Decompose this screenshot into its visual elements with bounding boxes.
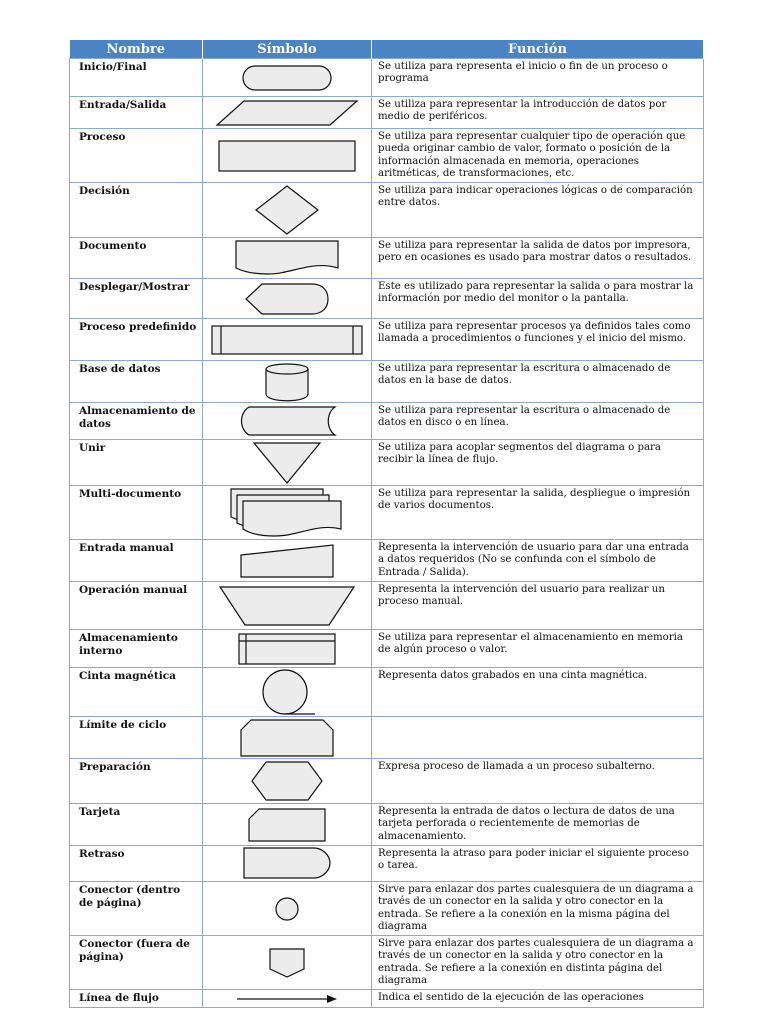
- row-funcion: Expresa proceso de llamada a un proceso subalterno.: [372, 759, 704, 804]
- manual-operation-icon: [217, 584, 357, 628]
- row-funcion: Se utiliza para indicar operaciones lógicas o de comparación entre datos.: [372, 183, 704, 238]
- stored-data-icon: [235, 405, 339, 437]
- row-simbolo: [203, 668, 372, 717]
- row-funcion: Se utiliza para representar la salida de datos por impresora, pero en ocasiones es usado para mostrar datos o resultados.: [372, 238, 704, 279]
- row-simbolo: [203, 540, 372, 582]
- row-nombre: Decisión: [70, 183, 203, 238]
- diamond-icon: [252, 184, 322, 236]
- parallelogram-icon: [212, 99, 362, 127]
- table-row: [70, 881, 704, 935]
- table-row: [70, 845, 704, 881]
- row-nombre: Inicio/Final: [70, 59, 203, 97]
- row-funcion: Se utiliza para acoplar segmentos del diagrama o para recibir la línea de flujo.: [372, 440, 704, 486]
- row-funcion: Se utiliza para representa el inicio o fin de un proceso o programa: [372, 59, 704, 97]
- off-page-connector-icon: [268, 947, 306, 979]
- row-simbolo: [203, 759, 372, 804]
- row-nombre: Multi-documento: [70, 486, 203, 540]
- magnetic-tape-icon: [255, 668, 319, 716]
- predefined-process-icon: [210, 324, 364, 356]
- row-simbolo: [203, 845, 372, 881]
- row-nombre: Conector (fuera de página): [70, 936, 203, 990]
- row-nombre: Base de datos: [70, 361, 203, 403]
- row-nombre: Documento: [70, 238, 203, 279]
- row-funcion: Se utiliza para representar la escritura o almacenado de datos en la base de datos.: [372, 361, 704, 403]
- row-simbolo: [203, 59, 372, 97]
- table-row: [70, 279, 704, 319]
- connector-circle-icon: [272, 894, 302, 924]
- table-row: [70, 630, 704, 668]
- rectangle-icon: [217, 139, 357, 173]
- table-row: [70, 129, 704, 183]
- row-funcion: Se utiliza para representar la salida, despliegue o impresión de varios documentos.: [372, 486, 704, 540]
- flowchart-symbols-table: [69, 40, 704, 1008]
- row-simbolo: [203, 717, 372, 759]
- row-simbolo: [203, 403, 372, 440]
- header-row: [70, 40, 704, 59]
- manual-input-icon: [237, 542, 337, 580]
- row-nombre: Unir: [70, 440, 203, 486]
- row-simbolo: [203, 804, 372, 846]
- row-nombre: Entrada manual: [70, 540, 203, 582]
- row-funcion: Se utiliza para representar cualquier tipo de operación que pueda originar cambio de valor, formato o posición de la información almacenada en memoria, operaciones aritméticas, de transformaciones, etc.: [372, 129, 704, 183]
- row-nombre: Proceso: [70, 129, 203, 183]
- row-simbolo: [203, 361, 372, 403]
- row-simbolo: [203, 183, 372, 238]
- table-row: [70, 582, 704, 630]
- row-nombre: Entrada/Salida: [70, 97, 203, 129]
- row-nombre: Línea de flujo: [70, 990, 203, 1008]
- row-funcion: Se utiliza para representar la escritura o almacenado de datos en disco o en línea.: [372, 403, 704, 440]
- table-row: [70, 936, 704, 990]
- row-funcion: Se utiliza para representar procesos ya definidos tales como llamada a procedimientos o funciones y el inicio del mismo.: [372, 319, 704, 361]
- row-funcion: Representa la entrada de datos o lectura de datos de una tarjeta perforada o recientemente de memorias de almacenamiento.: [372, 804, 704, 846]
- row-nombre: Almacenamiento de datos: [70, 403, 203, 440]
- display-icon: [242, 281, 332, 317]
- row-funcion: Sirve para enlazar dos partes cualesquiera de un diagrama a través de un conector en la salida y otro conector en la entrada. Se refiere a la conexión en distinta página del diagrama: [372, 936, 704, 990]
- table-row: [70, 759, 704, 804]
- row-funcion: Sirve para enlazar dos partes cualesquiera de un diagrama a través de un conector en la salida y otro conector en la entrada. Se refiere a la conexión en la misma página del diagrama: [372, 881, 704, 935]
- table-row: [70, 440, 704, 486]
- table-row: [70, 486, 704, 540]
- row-nombre: Cinta magnética: [70, 668, 203, 717]
- row-simbolo: [203, 881, 372, 935]
- table-row: [70, 238, 704, 279]
- row-simbolo: [203, 486, 372, 540]
- row-nombre: Conector (dentro de página): [70, 881, 203, 935]
- table-row: [70, 403, 704, 440]
- row-funcion: Se utiliza para representar la introducción de datos por medio de periféricos.: [372, 97, 704, 129]
- row-simbolo: [203, 129, 372, 183]
- table-row: [70, 97, 704, 129]
- header-simbolo: Símbolo: [203, 40, 372, 59]
- row-funcion: Representa la intervención del usuario para realizar un proceso manual.: [372, 582, 704, 630]
- hexagon-icon: [250, 760, 324, 802]
- row-funcion: Se utiliza para representar el almacenamiento en memoria de algún proceso o valor.: [372, 630, 704, 668]
- document-icon: [232, 238, 342, 278]
- internal-storage-icon: [237, 632, 337, 666]
- row-funcion: Indica el sentido de la ejecución de las operaciones: [372, 990, 704, 1008]
- delay-icon: [242, 846, 332, 880]
- table-row: [70, 804, 704, 846]
- row-nombre: Tarjeta: [70, 804, 203, 846]
- row-funcion: Representa datos grabados en una cinta magnética.: [372, 668, 704, 717]
- flow-arrow-icon: [235, 993, 339, 1005]
- table-row: [70, 319, 704, 361]
- row-simbolo: [203, 582, 372, 630]
- row-nombre: Proceso predefinido: [70, 319, 203, 361]
- row-nombre: Desplegar/Mostrar: [70, 279, 203, 319]
- row-simbolo: [203, 238, 372, 279]
- row-simbolo: [203, 936, 372, 990]
- multi-document-icon: [229, 487, 345, 539]
- table-row: [70, 361, 704, 403]
- database-icon: [262, 362, 312, 402]
- table-row: [70, 183, 704, 238]
- row-simbolo: [203, 97, 372, 129]
- row-nombre: Retraso: [70, 845, 203, 881]
- terminator-icon: [237, 63, 337, 93]
- merge-triangle-icon: [251, 441, 323, 485]
- loop-limit-icon: [239, 718, 335, 758]
- row-simbolo: [203, 630, 372, 668]
- table-row: [70, 990, 704, 1008]
- row-nombre: Almacenamiento interno: [70, 630, 203, 668]
- row-simbolo: [203, 319, 372, 361]
- table-row: [70, 59, 704, 97]
- row-simbolo: [203, 279, 372, 319]
- row-simbolo: [203, 990, 372, 1008]
- row-nombre: Límite de ciclo: [70, 717, 203, 759]
- row-nombre: Preparación: [70, 759, 203, 804]
- header-funcion: Función: [372, 40, 704, 59]
- row-funcion: Este es utilizado para representar la salida o para mostrar la información por medio del monitor o la pantalla.: [372, 279, 704, 319]
- row-funcion: Representa la intervención de usuario para dar una entrada a datos requeridos (No se confunda con el símbolo de Entrada / Salida).: [372, 540, 704, 582]
- table-row: [70, 717, 704, 759]
- table-row: [70, 668, 704, 717]
- row-funcion: Representa la atraso para poder iniciar el siguiente proceso o tarea.: [372, 845, 704, 881]
- card-icon: [247, 807, 327, 843]
- row-funcion: [372, 717, 704, 759]
- table-row: [70, 540, 704, 582]
- row-simbolo: [203, 440, 372, 486]
- header-nombre: Nombre: [70, 40, 203, 59]
- row-nombre: Operación manual: [70, 582, 203, 630]
